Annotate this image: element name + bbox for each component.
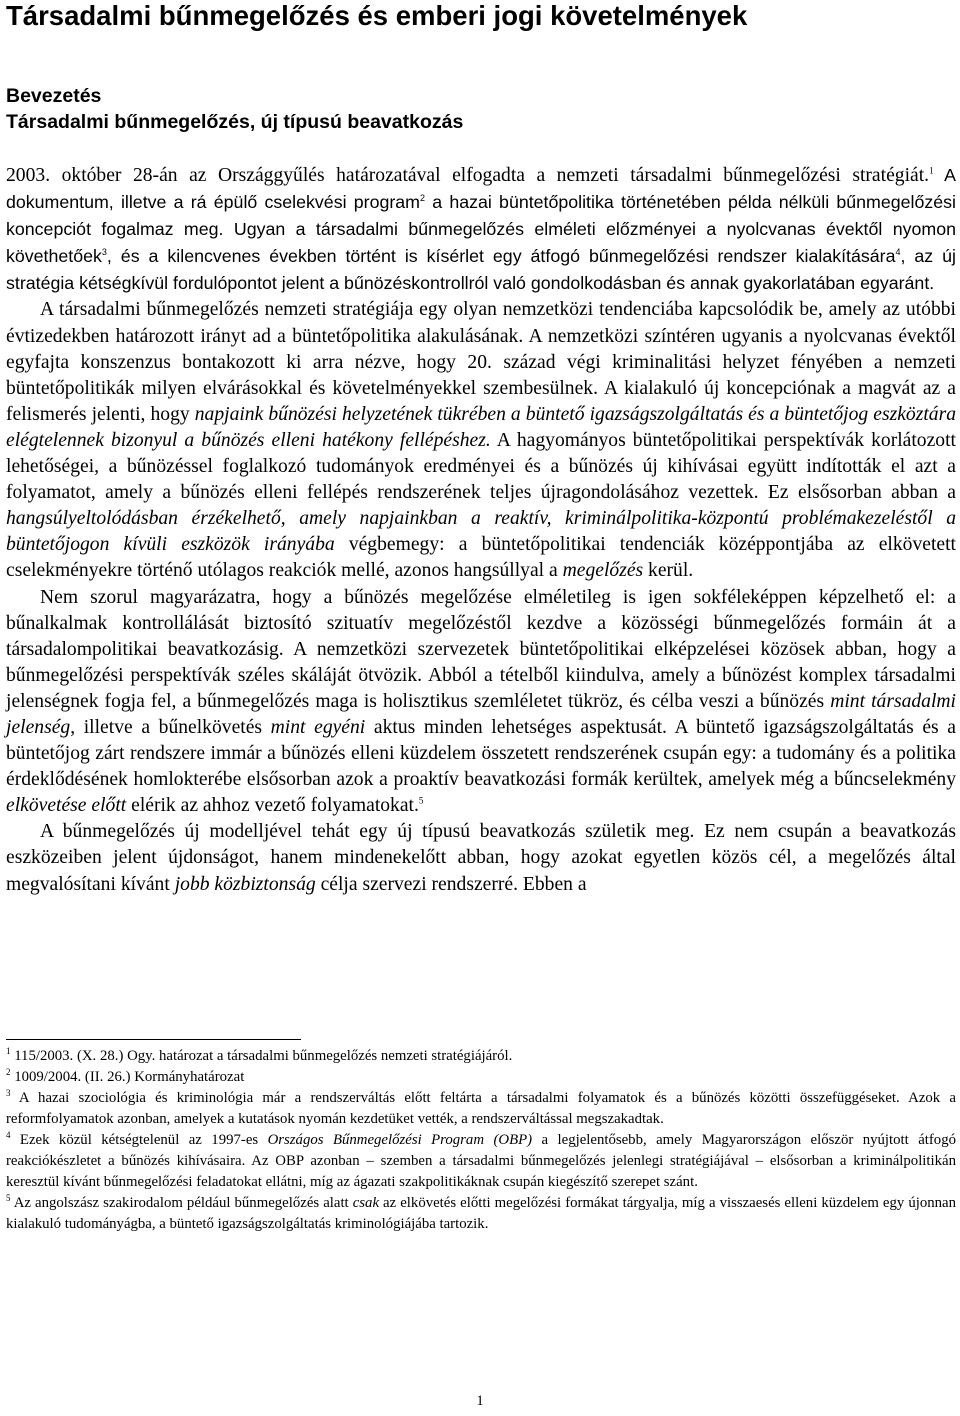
footnote-ref-5[interactable]: 5 [418,795,424,806]
emphasis-text: hangsúlyeltolódásban érzékelhető, amely napjainkban a reaktív, kriminálpolitika-központú problémakezeléstől a büntetőjogon kívüli eszközök irányába [6,508,956,556]
paragraph-text: elérik az ahhoz vezető folyamatokat. [126,795,419,817]
body-text [6,162,956,898]
emphasis-text: napjaink bűnözési helyzetének tükrében a büntető igazságszolgáltatás és a büntetőjog eszköztára elégtelennek bizonyul a bűnözés elleni hatékony fellépéshez. [6,403,956,451]
paragraph-text: végbemegy: a büntetőpolitikai tendenciák középpontjába az elkövetett cselekményekre történő utólagos reakciók mellé, azonos hangsúllyal a [6,534,956,582]
footnote-2 [6,1067,956,1088]
footnote-ref-4[interactable]: 4 [895,247,901,258]
emphasis-text: elkövetése előtt [6,795,127,817]
footnote-number: 3 [6,1088,11,1099]
paragraph-text: célja szervezi rendszerré. Ebben a [315,873,587,895]
footnote-number: 4 [6,1130,11,1141]
page-number: 1 [476,1393,484,1409]
paragraph-text: A bűnmegelőzés új modelljével tehát egy új típusú beavatkozás születik meg. Ez nem csupán a beavatkozás eszközeiben jelent újdonságot, hanem mindenekelőtt abban, hogy azokat egyetlen közös cél, a megelőzés által megvalósítani kívánt [6,821,956,895]
paragraph-text: A társadalmi bűnmegelőzés nemzeti stratégiája egy olyan nemzetközi tendenciába kapcsolódik be, amely az utóbbi évtizedekben határozott irányt ad a büntetőpolitika alakulásának. A nemzetközi színtéren ugyanis a nyolcvanas évektől egyfajta konszenzus bontakozott ki arra nézve, hogy 20. század végi kriminalitási helyzet fényében a nemzeti büntetőpolitikák milyen elvárásokkal és követelményekkel szembesülnek. A kialakuló új koncepciónak a magvát az a felismerés jelenti, hogy [6,299,956,425]
footnote-5 [6,1193,956,1235]
emphasis-text: mint egyéni [270,716,366,738]
footnote-ref-3[interactable]: 3 [101,247,107,258]
footnote-emphasis: csak [352,1195,380,1211]
footnote-emphasis: Országos Bűnmegelőzési Program (OBP) [267,1132,533,1148]
footnote-text: 115/2003. (X. 28.) Ogy. határozat a társadalmi bűnmegelőzés nemzeti stratégiájáról. [10,1048,513,1064]
section-heading-introduction: Bevezetés [6,85,102,107]
emphasis-text: mint társadalmi jelenség [6,690,956,738]
paragraph-text: kerül. [643,560,694,582]
footnote-text: Az angolszász szakirodalom például bűnmegelőzés alatt [10,1195,353,1211]
paragraph-4 [6,819,956,897]
footnote-ref-1[interactable]: 1 [929,165,934,176]
emphasis-text: jobb közbiztonság [174,873,316,895]
footnote-number: 2 [6,1067,11,1078]
footnote-text: Ezek közül kétségtelenül az 1997-es [10,1132,268,1148]
paragraph-3 [6,585,956,820]
paragraph-text: Ugyan a társadalmi bűnmegelőzés elméleti előzményei a nyolcvanas évektől nyomon követhetőek [6,219,956,267]
paragraph-text: 2003. október 28-án az Országgyűlés határozatával elfogadta a nemzeti társadalmi bűnmegelőzési stratégiát. [6,165,930,186]
paragraph-text: A hagyományos büntetőpolitikai perspektívák korlátozott lehetőségei, a bűnözéssel foglalkozó tudományok eredményei és a bűnözés új kihívásai együtt indították el azt a folyamatot, amely a bűnözés elleni fellépés rendszerének teljes újragondolásához vezettek. Ez elsősorban abban a [6,429,956,504]
paragraph-1 [6,162,956,297]
footnote-text: 1009/2004. (II. 26.) Kormányhatározat [10,1069,245,1085]
paragraph-text: Nem szorul magyarázatra, hogy a bűnözés megelőzése elméletileg is igen sokféleképpen képzelhető el: a bűnalkalmak kontrollálását biztosító szituatív megelőzéstől kezdve a közösségi bűnmegelőzés formáin át a társadalompolitikai beavatkozásig. A nemzetközi szervezetek büntetőpolitikai elképzelései közösek abban, hogy a bűnmegelőzési perspektívák széles skáláját ötvözik. Abból a tételből kiindulva, amely a bűnözést komplex társadalmi jelenségnek fogja fel, a bűnmegelőzés maga is holisztikus szemléletet tükröz, és célba veszi a bűnözés [6,586,956,712]
paragraph-text: , az új stratégia kétségkívül fordulópontot jelent a bűnözéskontrollról való gondolkodásban és annak gyakorlatában egyaránt. [6,246,956,294]
paragraph-text: a hazai büntetőpolitika történetében példa nélküli bűnmegelőzési koncepciót fogalmaz meg. [6,192,956,240]
footnote-number: 5 [6,1193,11,1204]
paragraph-text: aktus minden lehetséges aspektusát. A büntető igazságszolgáltatás és a büntetőjog zárt rendszere immár a bűnözés elleni küzdelem összetett rendszerének csupán egy: a tudomány és a politika érdeklődésének homlokterébe elsősorban azok a proaktív beavatkozási formák kerültek, amelyek még a bűncselekmény [6,716,956,791]
footnote-text: a legjelentősebb, amely Magyarországon először nyújtott átfogó reakciókészletet a bűnözés kihívásaira. Az OBP azonban – szemben a társadalmi bűnmegelőzés jelenlegi stratégiájával – elsősorban a kriminálpolitikán keresztül kívánt bűnmegelőzési feladatokat ellátni, míg az ágazati szakpolitikáknak csupán kiegészítő szerepet szánt. [6,1132,956,1190]
footnote-4 [6,1130,956,1193]
footnote-text: az elkövetés előtti megelőzési formákat tárgyalja, míg a visszaesés elleni küzdelem egy újonnan kialakuló tudományágba, a büntető igazságszolgáltatás kriminológiájába tartozik. [6,1195,956,1232]
paragraph-2 [6,297,956,584]
section-subheading: Társadalmi bűnmegelőzés, új típusú beavatkozás [6,111,464,133]
document-title: Társadalmi bűnmegelőzés és emberi jogi követelmények [6,0,748,31]
emphasis-text: megelőzés [562,560,644,582]
footnote-1 [6,1046,956,1067]
paragraph-text: , és a kilencvenes években történt is kísérlet egy átfogó bűnmegelőzési rendszer kialakítására [106,246,896,267]
footnote-number: 1 [6,1046,11,1057]
footnote-ref-2[interactable]: 2 [419,193,425,204]
paragraph-text: , illetve a bűnelkövetés [70,716,271,738]
footnote-3 [6,1088,956,1130]
footnote-text: A hazai szociológia és kriminológia már a rendszerváltás előtt feltárta a társadalmi folyamatok és a bűnözés közötti összefüggéseket. Azok a reformfolyamatok azonban, amelyek a kutatások nyomán kezdetüket vették, a rendszerváltással megszakadtak. [6,1090,956,1127]
paragraph-text: A dokumentum, illetve a rá épülő cselekvési program [6,165,956,213]
footnote-separator [6,1039,301,1040]
footnotes [6,1046,956,1235]
